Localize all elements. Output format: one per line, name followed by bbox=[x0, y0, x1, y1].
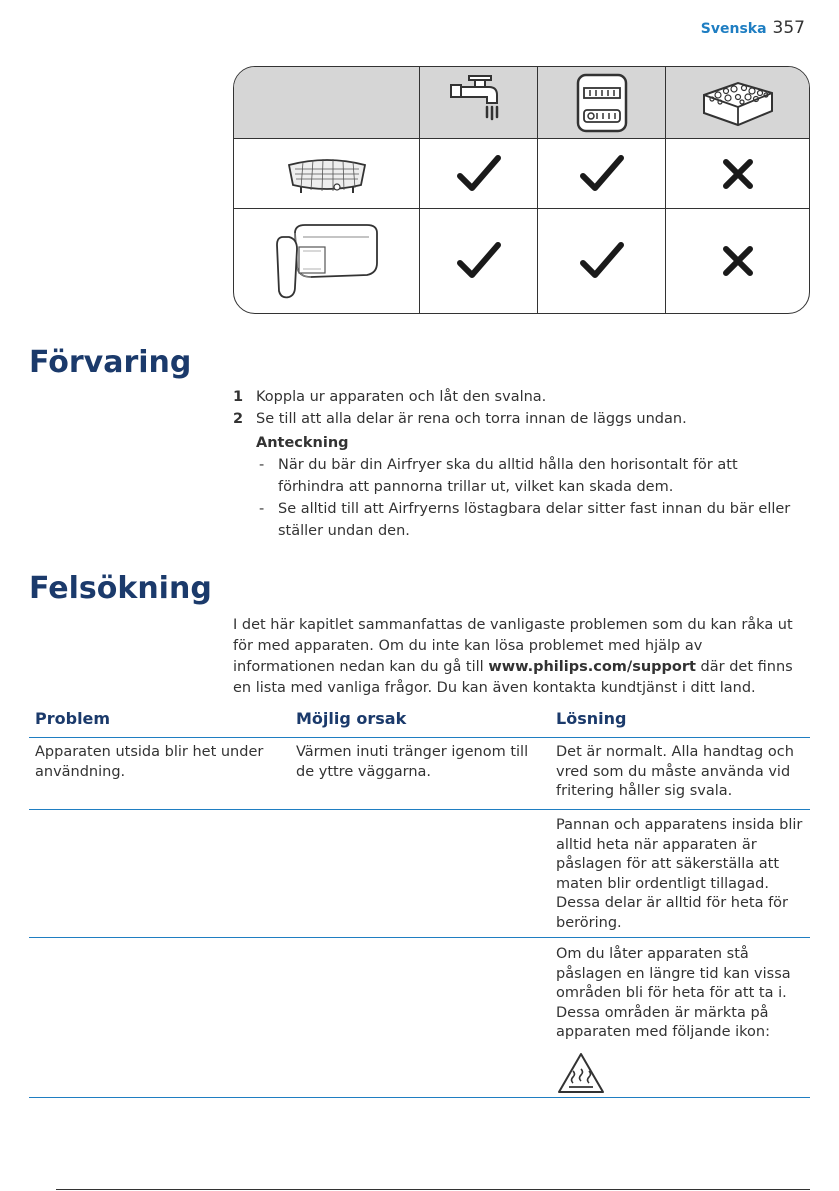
solution-text: Om du låter apparaten stå påslagen en längre tid kan vissa områden bli för heta för att ta i. Dessa områden är märkta på apparaten med följande ikon: bbox=[556, 946, 791, 1040]
column-header-solution: Lösning bbox=[556, 708, 627, 728]
footer-rule bbox=[56, 1189, 810, 1190]
intro-text: I det här kapitlet sammanfattas de vanligaste problemen som du kan råka ut för med apparaten. Om du inte kan lösa problemet med hjälp av informationen nedan kan du gå till bbox=[233, 617, 793, 675]
note-text: När du bär din Airfryer ska du alltid hålla den horisontalt för att förhindra att pannorna trillar ut, vilket kan skada dem. bbox=[278, 457, 738, 495]
grill-plate-icon bbox=[234, 139, 419, 208]
intro-text-end: där det finns en lista med vanliga frågor. Du kan även kontakta kundtjänst i ditt land. bbox=[233, 659, 793, 696]
check-icon bbox=[420, 209, 537, 313]
step-text: Koppla ur apparaten och låt den svalna. bbox=[256, 389, 547, 405]
column-header-problem: Problem bbox=[35, 708, 111, 728]
cause-cell: Värmen inuti tränger igenom till de yttre väggarna. bbox=[296, 744, 529, 780]
troubleshooting-table bbox=[29, 700, 810, 1098]
support-link[interactable]: www.philips.com/support bbox=[488, 659, 696, 675]
note-text: Se alltid till att Airfryerns löstagbara delar sitter fast innan du bär eller ställer undan den. bbox=[278, 501, 791, 539]
language-label: Svenska bbox=[700, 21, 767, 37]
troubleshooting-title: Felsökning bbox=[29, 571, 212, 606]
check-icon bbox=[538, 139, 665, 208]
storage-steps bbox=[233, 386, 808, 542]
note-item bbox=[256, 454, 808, 498]
table-row bbox=[29, 810, 810, 938]
column-header-cause: Möjlig orsak bbox=[296, 708, 407, 728]
cross-icon bbox=[666, 209, 809, 313]
basket-pan-icon bbox=[234, 209, 419, 313]
problem-cell: Apparaten utsida blir het under användning. bbox=[35, 744, 264, 780]
step-item bbox=[233, 408, 808, 430]
hot-surface-warning-icon bbox=[556, 1051, 606, 1095]
table-row bbox=[29, 938, 810, 1098]
step-number: 1 bbox=[233, 389, 244, 405]
cause-cell bbox=[290, 816, 550, 937]
page-number: 357 bbox=[772, 18, 805, 38]
solution-cell: Pannan och apparatens insida blir alltid heta när apparaten är påslagen för att säkerställa att maten blir ordentligt tillagad. Dessa delar är alltid för heta för beröring. bbox=[556, 817, 803, 931]
troubleshooting-intro bbox=[233, 615, 808, 699]
solution-cell bbox=[550, 945, 810, 1097]
storage-title: Förvaring bbox=[29, 345, 192, 380]
step-number: 2 bbox=[233, 411, 244, 427]
cleaning-table bbox=[233, 66, 810, 314]
step-item bbox=[233, 386, 808, 408]
table-row bbox=[29, 738, 810, 810]
problem-cell bbox=[29, 816, 290, 937]
sponge-icon bbox=[666, 67, 809, 138]
problem-cell bbox=[29, 945, 290, 1097]
solution-cell: Det är normalt. Alla handtag och vred som du måste använda vid fritering håller sig svala. bbox=[556, 744, 794, 799]
note-item bbox=[256, 498, 808, 542]
note-title: Anteckning bbox=[256, 435, 349, 451]
step-text: Se till att alla delar är rena och torra innan de läggs undan. bbox=[256, 411, 687, 427]
cross-icon bbox=[666, 139, 809, 208]
dishwasher-icon bbox=[538, 67, 665, 138]
check-icon bbox=[420, 139, 537, 208]
running-water-tap-icon bbox=[420, 67, 537, 138]
check-icon bbox=[538, 209, 665, 313]
bullet-dash: - bbox=[259, 457, 265, 473]
cause-cell bbox=[290, 945, 550, 1097]
page-header bbox=[701, 18, 805, 38]
bullet-dash: - bbox=[259, 501, 265, 517]
table-header-row bbox=[29, 700, 810, 738]
